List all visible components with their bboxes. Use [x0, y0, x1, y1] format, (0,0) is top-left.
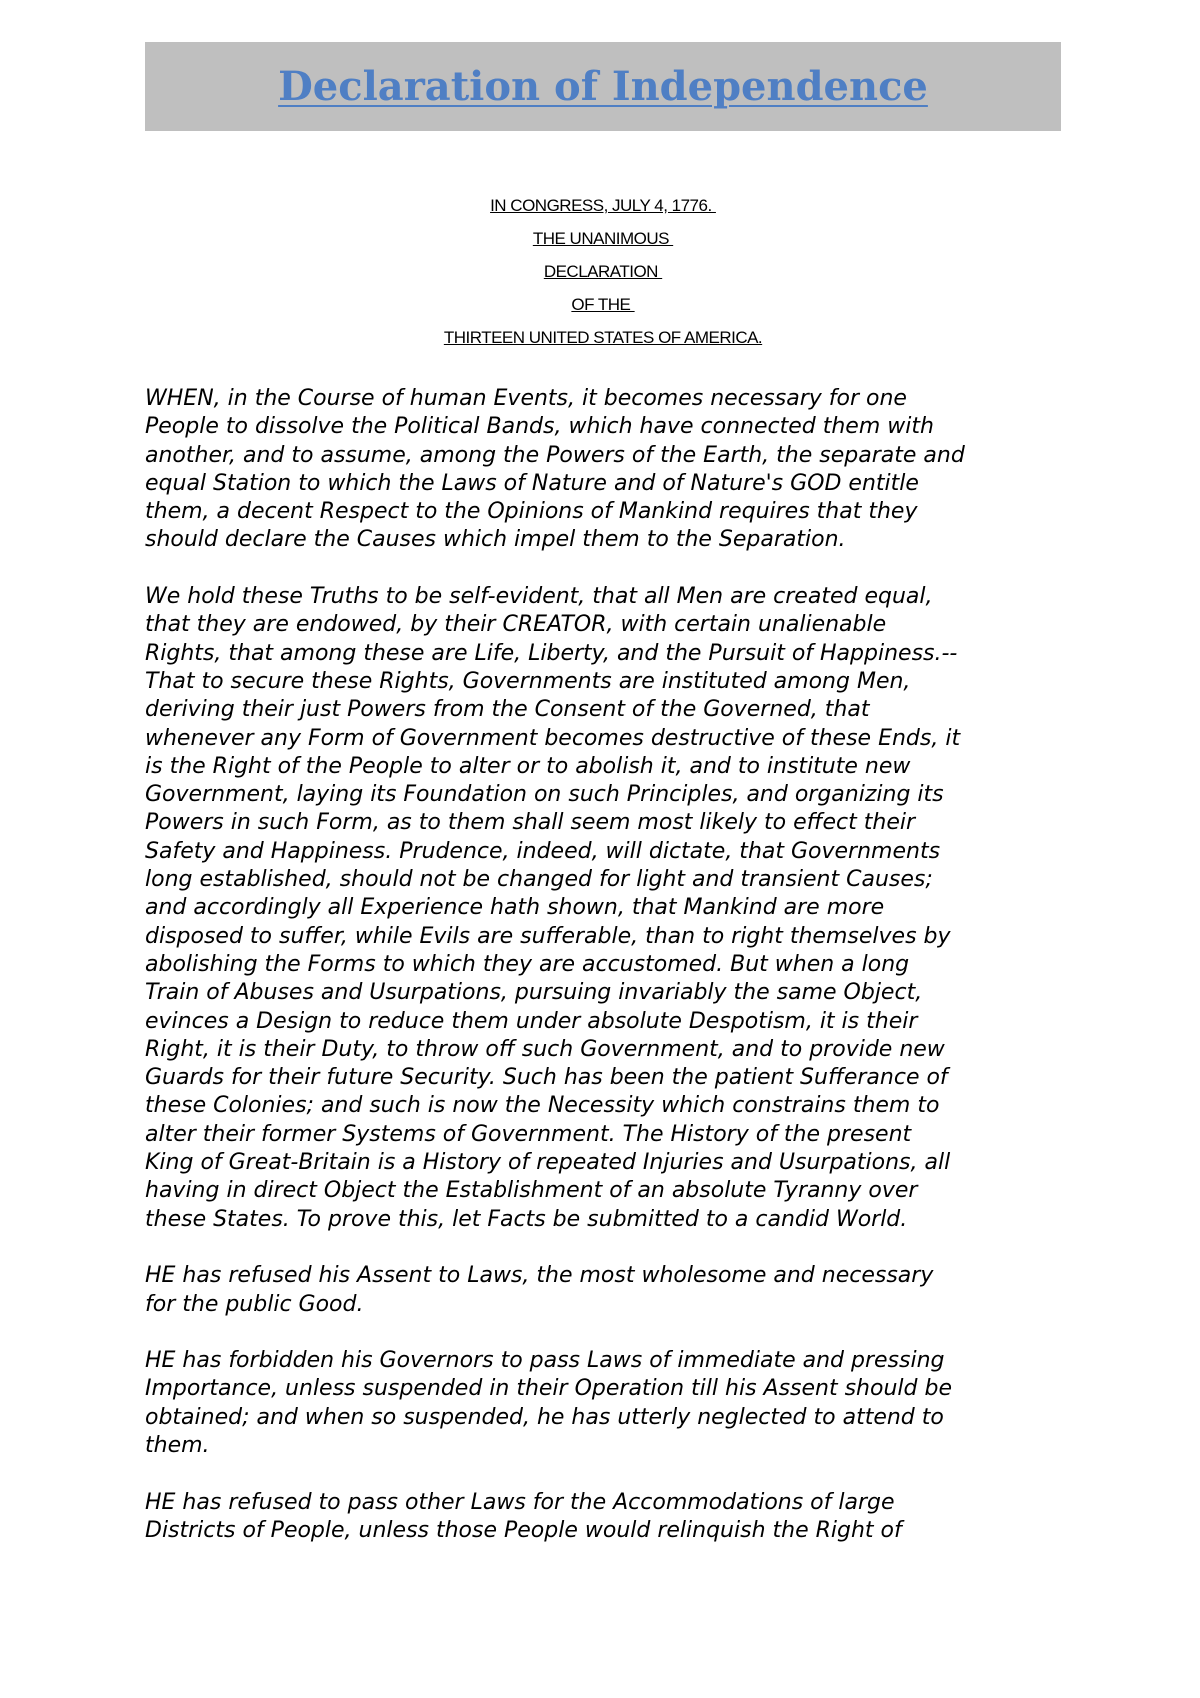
paragraph-line: these Colonies; and such is now the Necessity which constrains them to: [145, 1093, 940, 1119]
paragraph-line: long established, should not be changed for light and transient Causes;: [145, 867, 933, 893]
paragraph-line: another, and to assume, among the Powers of the Earth, the separate and: [145, 442, 965, 468]
paragraph-line: and accordingly all Experience hath shown, that Mankind are more: [145, 895, 885, 921]
paragraph-line: is the Right of the People to alter or to abolish it, and to institute new: [145, 753, 911, 779]
paragraph-line: HE has refused his Assent to Laws, the most wholesome and necessary: [145, 1263, 934, 1289]
body-paragraph: [145, 1489, 1075, 1546]
paragraph-line: Right, it is their Duty, to throw off such Government, and to provide new: [145, 1036, 945, 1062]
body-paragraph: [145, 1347, 1075, 1460]
header-line-thirteen-states: THIRTEEN UNITED STATES OF AMERICA.: [443, 328, 763, 347]
paragraph-line: deriving their just Powers from the Consent of the Governed, that: [145, 697, 870, 723]
paragraph-line: Guards for their future Security. Such has been the patient Sufferance of: [145, 1065, 948, 1091]
paragraph-line: evinces a Design to reduce them under absolute Despotism, it is their: [145, 1008, 918, 1034]
paragraph-line: Government, laying its Foundation on such Principles, and organizing its: [145, 782, 944, 808]
header-line-unanimous: THE UNANIMOUS: [532, 229, 674, 248]
paragraph-line: Importance, unless suspended in their Operation till his Assent should be: [145, 1376, 952, 1402]
paragraph-line: them, a decent Respect to the Opinions of Mankind requires that they: [145, 499, 918, 525]
paragraph-line: these States. To prove this, let Facts be submitted to a candid World.: [145, 1206, 908, 1232]
body-paragraph: [145, 385, 1075, 555]
paragraph-line: having in direct Object the Establishment of an absolute Tyranny over: [145, 1178, 918, 1204]
paragraph-line: equal Station to which the Laws of Nature and of Nature's GOD entitle: [145, 470, 919, 496]
header-line-declaration: DECLARATION: [543, 262, 663, 281]
title-banner: [145, 42, 1061, 131]
body-paragraph: [145, 1262, 1075, 1319]
paragraph-line: HE has forbidden his Governors to pass Laws of immediate and pressing: [145, 1348, 945, 1374]
paragraph-line: that they are endowed, by their CREATOR, with certain unalienable: [145, 612, 887, 638]
paragraph-line: whenever any Form of Government becomes destructive of these Ends, it: [145, 725, 961, 751]
paragraph-line: King of Great-Britain is a History of repeated Injuries and Usurpations, all: [145, 1150, 951, 1176]
body-text: [145, 385, 1075, 1573]
paragraph-line: them.: [145, 1432, 210, 1458]
paragraph-line: Train of Abuses and Usurpations, pursuing invariably the same Object,: [145, 980, 923, 1006]
paragraph-line: Powers in such Form, as to them shall seem most likely to effect their: [145, 810, 916, 836]
paragraph-line: HE has refused to pass other Laws for the Accommodations of large: [145, 1489, 895, 1515]
paragraph-line: disposed to suffer, while Evils are sufferable, than to right themselves by: [145, 923, 951, 949]
paragraph-line: alter their former Systems of Government. The History of the present: [145, 1121, 912, 1147]
paragraph-line: That to secure these Rights, Governments are instituted among Men,: [145, 668, 911, 694]
paragraph-line: WHEN, in the Course of human Events, it becomes necessary for one: [145, 386, 907, 411]
paragraph-line: Rights, that among these are Life, Liberty, and the Pursuit of Happiness.--: [145, 640, 958, 666]
paragraph-line: should declare the Causes which impel them to the Separation.: [145, 527, 846, 553]
body-paragraph: [145, 583, 1075, 1234]
document-title: Declaration of Independence: [278, 63, 928, 110]
paragraph-line: for the public Good.: [145, 1291, 364, 1317]
paragraph-line: People to dissolve the Political Bands, which have connected them with: [145, 414, 934, 440]
header-block: [145, 189, 1061, 354]
header-line-of-the: OF THE: [571, 295, 635, 314]
header-line-congress: IN CONGRESS, JULY 4, 1776.: [490, 196, 716, 215]
paragraph-line: Districts of People, unless those People would relinquish the Right of: [145, 1517, 902, 1543]
paragraph-line: Safety and Happiness. Prudence, indeed, will dictate, that Governments: [145, 838, 941, 864]
paragraph-line: We hold these Truths to be self-evident, that all Men are created equal,: [145, 584, 933, 610]
paragraph-line: abolishing the Forms to which they are accustomed. But when a long: [145, 951, 910, 977]
paragraph-line: obtained; and when so suspended, he has utterly neglected to attend to: [145, 1404, 944, 1430]
